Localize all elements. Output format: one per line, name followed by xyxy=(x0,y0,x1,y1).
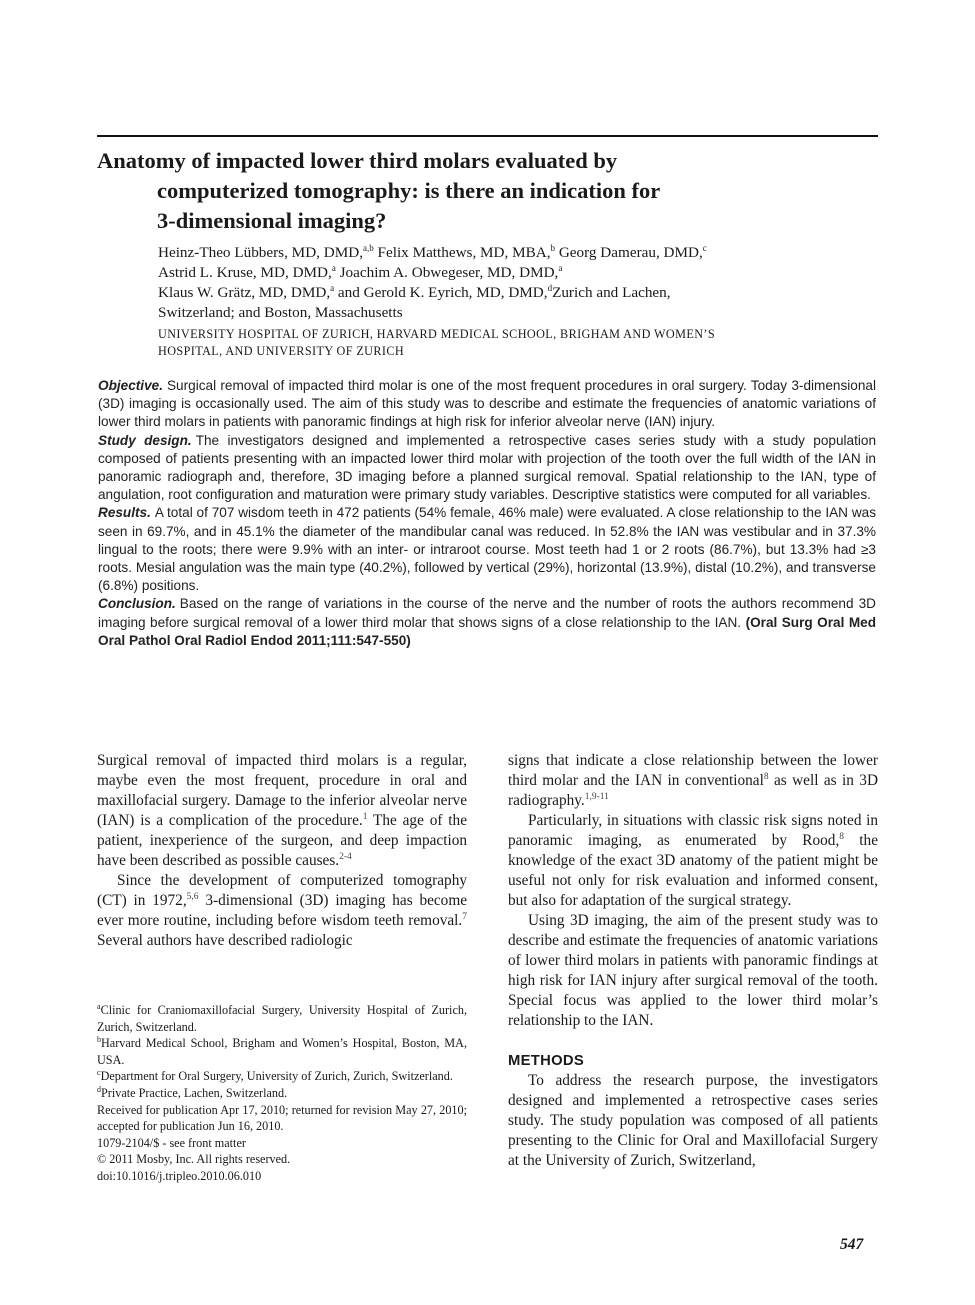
publication-history: Received for publication Apr 17, 2010; returned for revision May 27, 2010; accepted for publication Jun 16, 2010. xyxy=(97,1102,467,1134)
footnote-text: Department for Oral Surgery, University of Zurich, Zurich, Switzerland. xyxy=(100,1069,453,1084)
footnote-affiliation-b xyxy=(97,1035,467,1068)
body-text: as well as in 3D radiography. xyxy=(508,772,878,809)
page-number: 547 xyxy=(840,1236,864,1253)
footnote-text: Private Practice, Lachen, Switzerland. xyxy=(101,1085,288,1100)
footnote-affiliation-c xyxy=(97,1068,467,1085)
body-text: Particularly, in situations with classic risk signs noted in panoramic imaging, as enumerated by Rood, xyxy=(508,812,878,849)
author-affil-mark: a xyxy=(330,283,335,293)
reference-link[interactable]: 8 xyxy=(763,772,769,782)
reference-link[interactable]: 8 xyxy=(839,832,845,842)
affiliation-line-2: HOSPITAL, AND UNIVERSITY OF ZURICH xyxy=(158,343,405,358)
body-paragraph: Using 3D imaging, the aim of the present study was to describe and estimate the frequencies of anatomic variations of lower third molars in patients with panoramic findings at high risk for IAN injury after surgical removal of the tooth. Special focus was applied to the lower third molar’s relationship to the IAN. xyxy=(508,912,878,1029)
abstract-label: Objective. xyxy=(98,378,163,393)
body-text: The age of the patient, inexperience of the surgeon, and deep impaction have been described as possible causes. xyxy=(97,812,467,869)
abstract xyxy=(98,377,876,650)
body-text: Several authors have described radiologic xyxy=(97,932,353,949)
abstract-results xyxy=(98,504,876,595)
author-name: Joachim A. Obwegeser, MD, DMD, xyxy=(335,264,559,281)
footnote-text: Clinic for Craniomaxillofacial Surgery, University Hospital of Zurich, Zurich, Switzerland. xyxy=(97,1003,467,1034)
author-location: Zurich and Lachen, xyxy=(552,284,671,301)
author-affil-mark: d xyxy=(547,283,553,293)
abstract-text: The investigators designed and implemented a retrospective cases series study with a study population composed of patients presenting with an impacted lower third molar with projection of the tooth over the full width of the IAN in panoramic radiograph and, therefore, 3D imaging before a planned surgical removal. Spatial relationship to the IAN, type of angulation, root configuration and maturation were primary study variables. Descriptive statistics were computed for all variables. xyxy=(98,432,877,503)
reference-link[interactable]: 7 xyxy=(462,912,467,922)
footnote-mark: c xyxy=(97,1068,101,1078)
article-title xyxy=(97,146,797,236)
author-affil-mark: a xyxy=(331,263,336,273)
journal-citation: (Oral Surg Oral Med Oral Pathol Oral Radiol Endod 2011;111:547-550) xyxy=(98,614,877,648)
reference-link[interactable]: 1 xyxy=(362,812,368,822)
footnote-text: Harvard Medical School, Brigham and Women’s Hospital, Boston, MA, USA. xyxy=(97,1036,467,1067)
body-paragraph xyxy=(508,751,878,811)
copyright-note: © 2011 Mosby, Inc. All rights reserved. xyxy=(97,1152,291,1167)
author-name: Astrid L. Kruse, MD, DMD, xyxy=(158,264,332,281)
section-heading-methods: METHODS xyxy=(508,1053,585,1069)
abstract-conclusion xyxy=(98,595,876,650)
body-column-right xyxy=(508,751,878,1171)
title-line-2: computerized tomography: is there an indication for xyxy=(157,178,661,203)
author-affil-mark: a,b xyxy=(363,243,374,253)
author-line-3 xyxy=(158,283,858,303)
footnote-mark: d xyxy=(97,1084,101,1094)
author-name: Heinz-Theo Lübbers, MD, DMD, xyxy=(158,244,363,261)
author-affil-mark: c xyxy=(702,243,707,253)
title-line-1: Anatomy of impacted lower third molars evaluated by xyxy=(97,148,618,173)
institution-affiliation xyxy=(158,326,858,359)
author-line-1 xyxy=(158,243,858,263)
author-line-4: Switzerland; and Boston, Massachusetts xyxy=(158,304,403,321)
abstract-label: Results. xyxy=(98,505,151,521)
body-paragraph xyxy=(97,871,467,951)
abstract-text: Surgical removal of impacted third molar is one of the most frequent procedures in oral surgery. Today 3-dimensional (3D) imaging is occasionally used. The aim of this study was to describe and estimate the frequencies of anatomic variations of lower third molars in patients with panoramic findings at high risk for inferior alveolar nerve (IAN) injury. xyxy=(98,378,876,430)
abstract-text: Based on the range of variations in the course of the nerve and the number of roots the authors recommend 3D imaging before surgical removal of a lower third molar that shows signs of a close relationship to the IAN. xyxy=(98,596,876,630)
reference-link[interactable]: 5,6 xyxy=(186,892,199,902)
body-paragraph: To address the research purpose, the investigators designed and implemented a retrospective cases series study. The study population was composed of all patients presenting to the Clinic for Oral and Maxillofacial Surgery at the University of Zurich, Switzerland, xyxy=(508,1072,878,1169)
author-affil-mark: a xyxy=(558,263,563,273)
body-text: the knowledge of the exact 3D anatomy of the patient might be useful not only for risk evaluation and informed consent, but also for adaptation of the surgical strategy. xyxy=(508,832,878,909)
body-text: signs that indicate a close relationship between the lower third molar and the IAN in conventional xyxy=(508,752,878,789)
reference-link[interactable]: 1,9-11 xyxy=(584,792,609,802)
footnotes xyxy=(97,1002,467,1185)
title-line-3: 3-dimensional imaging? xyxy=(157,208,387,233)
abstract-label: Study design. xyxy=(98,432,192,448)
author-name: Klaus W. Grätz, MD, DMD, xyxy=(158,284,331,301)
footnote-mark: a xyxy=(97,1002,101,1011)
footnote-affiliation-d xyxy=(97,1085,467,1102)
abstract-label: Conclusion. xyxy=(98,596,176,612)
author-name: and Gerold K. Eyrich, MD, DMD, xyxy=(334,284,548,301)
abstract-study-design xyxy=(98,432,876,505)
body-paragraph xyxy=(97,751,467,871)
header-rule xyxy=(97,135,878,137)
body-text: Surgical removal of impacted third molars is a regular, maybe even the most frequent, procedure in oral and maxillofacial surgery. Damage to the inferior alveolar nerve (IAN) is a complication of the procedure. xyxy=(97,752,467,829)
body-column-left xyxy=(97,751,467,951)
issn-note: 1079-2104/$ - see front matter xyxy=(97,1135,246,1150)
footnote-affiliation-a xyxy=(97,1002,467,1035)
body-text: Since the development of computerized tomography (CT) in 1972, xyxy=(97,872,467,909)
abstract-objective xyxy=(98,377,876,432)
abstract-text: A total of 707 wisdom teeth in 472 patients (54% female, 46% male) were evaluated. A close relationship to the IAN was seen in 69.7%, and in 45.1% the diameter of the mandibular canal was reduced. In 52.8% the IAN was vestibular and in 37.3% lingual to the roots; there were 9.9% with an inter- or intraroot course. Most teeth had 1 or 2 roots (86.7%), but 13.3% had ≥3 roots. Mesial angulation was the main type (40.2%), followed by vertical (29%), horizontal (13.9%), distal (10.2%), and transverse (6.8%) positions. xyxy=(98,505,876,594)
footnote-mark: b xyxy=(97,1035,101,1045)
author-name: Felix Matthews, MD, MBA, xyxy=(373,244,551,261)
reference-link[interactable]: 2-4 xyxy=(339,852,352,862)
body-paragraph xyxy=(508,811,878,911)
author-name: Georg Damerau, DMD, xyxy=(555,244,703,261)
author-line-2 xyxy=(158,263,858,283)
author-affil-mark: b xyxy=(550,243,556,253)
body-text: 3-dimensional (3D) imaging has become ever more routine, including before wisdom teeth removal. xyxy=(97,892,468,929)
author-list xyxy=(158,243,858,323)
doi-link[interactable]: doi:10.1016/j.tripleo.2010.06.010 xyxy=(97,1168,262,1183)
affiliation-line-1: UNIVERSITY HOSPITAL OF ZURICH, HARVARD MEDICAL SCHOOL, BRIGHAM AND WOMEN’S xyxy=(158,327,716,341)
